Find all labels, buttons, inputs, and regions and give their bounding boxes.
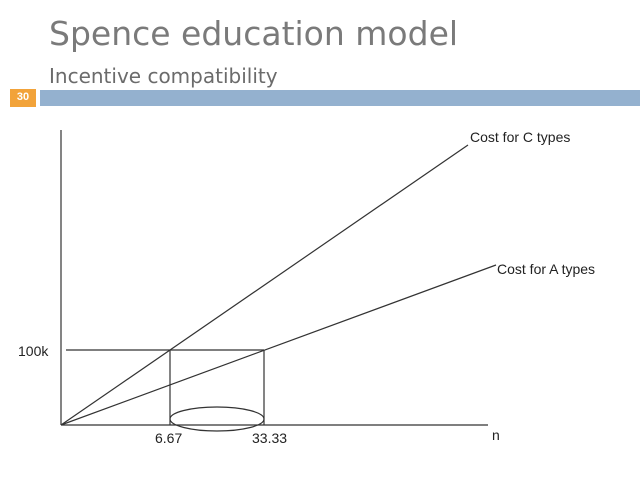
- cost-line-a-types: [61, 265, 496, 425]
- slide-title: Spence education model: [49, 14, 459, 53]
- interval-ellipse: [170, 407, 264, 431]
- y-tick-100k: 100k: [18, 343, 49, 359]
- label-cost-a-types: Cost for A types: [497, 261, 596, 277]
- slide-subtitle: Incentive compatibility: [49, 64, 278, 88]
- label-cost-c-types: Cost for C types: [470, 129, 571, 145]
- x-tick-33-33: 33.33: [252, 430, 288, 446]
- x-axis-label: n: [492, 427, 500, 443]
- x-tick-6-67: 6.67: [155, 430, 183, 446]
- slide-number: 30: [16, 91, 30, 103]
